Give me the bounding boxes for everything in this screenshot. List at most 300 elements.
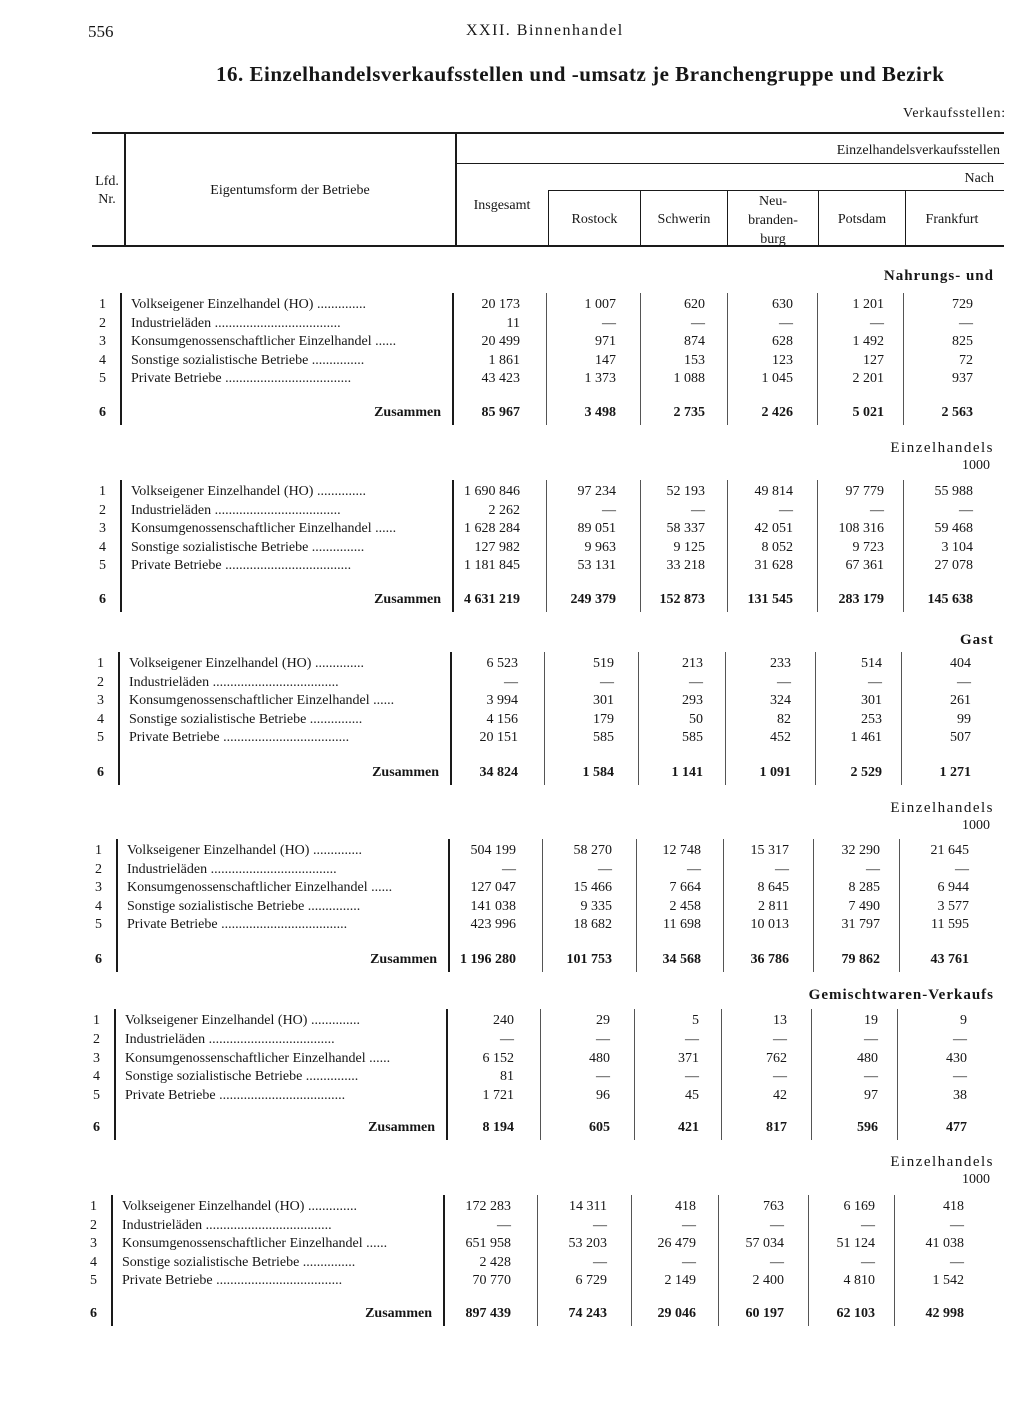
cell-rostock: 971 [595, 334, 616, 349]
row-label: Sonstige sozialistische Betriebe ............... [122, 1255, 356, 1270]
table-row [0, 334, 1024, 353]
total-row [0, 1306, 1024, 1325]
total-insgesamt: 4 631 219 [464, 592, 520, 607]
cell-frankfurt: 41 038 [925, 1236, 964, 1251]
header-nach-rule [549, 190, 1004, 191]
cell-frankfurt: 59 468 [934, 521, 973, 536]
table-row [0, 730, 1024, 749]
cell-potsdam: — [866, 862, 880, 877]
cell-insgesamt: 1 721 [482, 1088, 514, 1103]
cell-frankfurt: 55 988 [934, 484, 973, 499]
table-row [0, 899, 1024, 918]
total-potsdam: 596 [857, 1120, 878, 1135]
cell-neubrandenburg: — [775, 862, 789, 877]
total-label: Zusammen [372, 765, 439, 780]
cell-insgesamt: 2 262 [488, 503, 520, 518]
cell-neubrandenburg: — [779, 316, 793, 331]
table-row [0, 880, 1024, 899]
header-schwerin: Schwerin [657, 212, 711, 227]
cell-neubrandenburg: 15 317 [750, 843, 789, 858]
page-number: 556 [88, 22, 114, 41]
total-frankfurt: 2 563 [941, 405, 973, 420]
cell-rostock: 53 203 [568, 1236, 607, 1251]
table-row [0, 675, 1024, 694]
cell-neubrandenburg: 452 [770, 730, 791, 745]
cell-schwerin: — [685, 1032, 699, 1047]
cell-schwerin: 874 [684, 334, 705, 349]
header-bottom-rule [92, 245, 1004, 247]
cell-insgesamt: 240 [493, 1013, 514, 1028]
total-row [0, 405, 1024, 424]
table-row [0, 843, 1024, 862]
cell-potsdam: — [861, 1255, 875, 1270]
cell-insgesamt: 43 423 [481, 371, 520, 386]
section-heading: Einzelhandels [890, 1154, 994, 1170]
table-row [0, 1051, 1024, 1070]
row-lfd-number: 6 [99, 592, 106, 607]
cell-rostock: 15 466 [573, 880, 612, 895]
total-label: Zusammen [368, 1120, 435, 1135]
total-frankfurt: 1 271 [939, 765, 971, 780]
cell-potsdam: 4 810 [843, 1273, 875, 1288]
total-potsdam: 5 021 [852, 405, 884, 420]
cell-insgesamt: — [500, 1032, 514, 1047]
cell-frankfurt: 261 [950, 693, 971, 708]
total-schwerin: 2 735 [673, 405, 705, 420]
row-lfd-number: 6 [97, 765, 104, 780]
total-row [0, 952, 1024, 971]
cell-frankfurt: — [959, 503, 973, 518]
cell-schwerin: 12 748 [662, 843, 701, 858]
row-lfd-number: 4 [93, 1069, 100, 1084]
row-label: Industrieläden .................................... [127, 862, 337, 877]
row-lfd-number: 2 [90, 1218, 97, 1233]
total-insgesamt: 34 824 [479, 765, 518, 780]
cell-neubrandenburg: 2 400 [752, 1273, 784, 1288]
row-lfd-number: 6 [99, 405, 106, 420]
cell-rostock: 97 234 [577, 484, 616, 499]
row-label: Sonstige sozialistische Betriebe ............... [131, 353, 365, 368]
cell-rostock: 585 [593, 730, 614, 745]
row-label: Konsumgenossenschaftlicher Einzelhandel ...... [125, 1051, 391, 1066]
cell-neubrandenburg: 324 [770, 693, 791, 708]
table-row [0, 693, 1024, 712]
row-label: Konsumgenossenschaftlicher Einzelhandel ...... [129, 693, 395, 708]
row-lfd-number: 1 [90, 1199, 97, 1214]
cell-schwerin: 2 149 [664, 1273, 696, 1288]
total-frankfurt: 43 761 [930, 952, 969, 967]
row-lfd-number: 3 [99, 334, 106, 349]
row-label: Industrieläden .................................... [129, 675, 339, 690]
cell-rostock: 29 [596, 1013, 610, 1028]
cell-insgesamt: 1 690 846 [464, 484, 520, 499]
cell-schwerin: 58 337 [666, 521, 705, 536]
cell-insgesamt: 651 958 [465, 1236, 511, 1251]
cell-frankfurt: 3 577 [937, 899, 969, 914]
cell-rostock: 96 [596, 1088, 610, 1103]
total-rostock: 74 243 [568, 1306, 607, 1321]
cell-potsdam: 1 461 [850, 730, 882, 745]
row-lfd-number: 2 [97, 675, 104, 690]
cell-schwerin: 33 218 [666, 558, 705, 573]
cell-schwerin: — [682, 1255, 696, 1270]
total-neubrandenburg: 36 786 [750, 952, 789, 967]
cell-potsdam: — [864, 1032, 878, 1047]
table-row [0, 521, 1024, 540]
table-row [0, 316, 1024, 335]
cell-frankfurt: 1 542 [932, 1273, 964, 1288]
cell-schwerin: 2 458 [669, 899, 701, 914]
row-label: Sonstige sozialistische Betriebe ............... [127, 899, 361, 914]
header-neubrandenburg-2: branden- [748, 213, 798, 228]
cell-schwerin: 45 [685, 1088, 699, 1103]
cell-potsdam: — [870, 316, 884, 331]
cell-insgesamt: 3 994 [486, 693, 518, 708]
cell-frankfurt: 11 595 [931, 917, 969, 932]
cell-potsdam: 253 [861, 712, 882, 727]
header-group-rule [456, 163, 1004, 164]
header-nach: Nach [964, 171, 994, 186]
cell-insgesamt: 1 861 [488, 353, 520, 368]
header-lfd: Lfd. [95, 174, 119, 189]
total-label: Zusammen [374, 405, 441, 420]
row-lfd-number: 2 [95, 862, 102, 877]
cell-insgesamt: — [502, 862, 516, 877]
table-row [0, 297, 1024, 316]
cell-schwerin: 11 698 [663, 917, 701, 932]
row-lfd-number: 4 [99, 540, 106, 555]
total-rostock: 605 [589, 1120, 610, 1135]
row-lfd-number: 3 [95, 880, 102, 895]
section-heading: Gemischtwaren-Verkaufs [808, 987, 994, 1003]
cell-neubrandenburg: — [779, 503, 793, 518]
total-potsdam: 79 862 [841, 952, 880, 967]
cell-insgesamt: 11 [506, 316, 520, 331]
cell-neubrandenburg: 123 [772, 353, 793, 368]
cell-neubrandenburg: 1 045 [761, 371, 793, 386]
cell-neubrandenburg: 10 013 [750, 917, 789, 932]
row-label: Sonstige sozialistische Betriebe ............... [131, 540, 365, 555]
table-row [0, 371, 1024, 390]
cell-potsdam: 97 [864, 1088, 878, 1103]
header-neubrandenburg-3: burg [760, 232, 786, 247]
cell-rostock: 480 [589, 1051, 610, 1066]
cell-insgesamt: 20 173 [481, 297, 520, 312]
cell-frankfurt: 937 [952, 371, 973, 386]
cell-neubrandenburg: — [770, 1218, 784, 1233]
cell-rostock: 519 [593, 656, 614, 671]
total-insgesamt: 1 196 280 [460, 952, 516, 967]
cell-neubrandenburg: 233 [770, 656, 791, 671]
cell-schwerin: — [685, 1069, 699, 1084]
total-schwerin: 1 141 [671, 765, 703, 780]
section-heading: Einzelhandels [890, 440, 994, 456]
cell-schwerin: 418 [675, 1199, 696, 1214]
cell-rostock: — [600, 675, 614, 690]
row-label: Private Betriebe .................................... [131, 558, 352, 573]
cell-neubrandenburg: 42 051 [754, 521, 793, 536]
table-row [0, 1199, 1024, 1218]
row-lfd-number: 1 [95, 843, 102, 858]
table-row [0, 1032, 1024, 1051]
row-label: Konsumgenossenschaftlicher Einzelhandel ...... [122, 1236, 388, 1251]
cell-schwerin: — [691, 316, 705, 331]
cell-neubrandenburg: — [773, 1032, 787, 1047]
cell-neubrandenburg: 8 052 [761, 540, 793, 555]
cell-potsdam: 51 124 [836, 1236, 875, 1251]
cell-rostock: 6 729 [575, 1273, 607, 1288]
cell-potsdam: 7 490 [848, 899, 880, 914]
row-label: Private Betriebe .................................... [127, 917, 348, 932]
row-label: Private Betriebe .................................... [122, 1273, 343, 1288]
cell-insgesamt: 6 523 [486, 656, 518, 671]
cell-rostock: — [602, 316, 616, 331]
header-frankfurt: Frankfurt [925, 212, 979, 227]
cell-rostock: — [602, 503, 616, 518]
row-label: Konsumgenossenschaftlicher Einzelhandel ...... [127, 880, 393, 895]
total-frankfurt: 477 [946, 1120, 967, 1135]
cell-schwerin: — [691, 503, 705, 518]
cell-neubrandenburg: 82 [777, 712, 791, 727]
cell-rostock: — [596, 1032, 610, 1047]
cell-potsdam: — [864, 1069, 878, 1084]
cell-neubrandenburg: 13 [773, 1013, 787, 1028]
row-label: Volkseigener Einzelhandel (HO) .............. [125, 1013, 360, 1028]
cell-schwerin: — [689, 675, 703, 690]
section-unit: 1000 [962, 818, 990, 833]
total-neubrandenburg: 1 091 [759, 765, 791, 780]
cell-frankfurt: 38 [953, 1088, 967, 1103]
cell-rostock: 1 373 [584, 371, 616, 386]
row-lfd-number: 6 [90, 1306, 97, 1321]
cell-schwerin: 26 479 [657, 1236, 696, 1251]
total-frankfurt: 42 998 [925, 1306, 964, 1321]
cell-frankfurt: — [955, 862, 969, 877]
cell-potsdam: 1 492 [852, 334, 884, 349]
cell-insgesamt: 172 283 [465, 1199, 511, 1214]
row-lfd-number: 3 [97, 693, 104, 708]
table-row [0, 484, 1024, 503]
cell-frankfurt: 21 645 [930, 843, 969, 858]
total-rostock: 1 584 [582, 765, 614, 780]
cell-insgesamt: 1 181 845 [464, 558, 520, 573]
row-lfd-number: 5 [90, 1273, 97, 1288]
row-label: Industrieläden .................................... [125, 1032, 335, 1047]
cell-rostock: 301 [593, 693, 614, 708]
row-label: Konsumgenossenschaftlicher Einzelhandel ...... [131, 334, 397, 349]
row-label: Industrieläden .................................... [131, 316, 341, 331]
total-label: Zusammen [370, 952, 437, 967]
cell-rostock: 53 131 [577, 558, 616, 573]
table-row [0, 656, 1024, 675]
table-row [0, 503, 1024, 522]
total-neubrandenburg: 131 545 [747, 592, 793, 607]
cell-neubrandenburg: 8 645 [757, 880, 789, 895]
cell-frankfurt: 27 078 [934, 558, 973, 573]
total-label: Zusammen [374, 592, 441, 607]
row-lfd-number: 1 [93, 1013, 100, 1028]
cell-potsdam: 19 [864, 1013, 878, 1028]
cell-potsdam: — [861, 1218, 875, 1233]
cell-schwerin: 293 [682, 693, 703, 708]
cell-insgesamt: 6 152 [482, 1051, 514, 1066]
cell-insgesamt: 423 996 [470, 917, 516, 932]
cell-schwerin: 585 [682, 730, 703, 745]
running-head: XXII. Binnenhandel [466, 22, 624, 39]
cell-schwerin: 5 [692, 1013, 699, 1028]
cell-frankfurt: — [953, 1032, 967, 1047]
total-schwerin: 421 [678, 1120, 699, 1135]
cell-insgesamt: 2 428 [479, 1255, 511, 1270]
cell-rostock: — [593, 1218, 607, 1233]
header-eigentumsform: Eigentumsform der Betriebe [210, 183, 370, 198]
cell-schwerin: 52 193 [666, 484, 705, 499]
row-lfd-number: 4 [99, 353, 106, 368]
row-label: Sonstige sozialistische Betriebe ............... [129, 712, 363, 727]
header-rostock: Rostock [571, 212, 618, 227]
table-row [0, 1255, 1024, 1274]
subheading-verkaufsstellen: Verkaufsstellen: [903, 106, 1006, 121]
total-frankfurt: 145 638 [927, 592, 973, 607]
row-label: Industrieläden .................................... [131, 503, 341, 518]
cell-rostock: 58 270 [573, 843, 612, 858]
row-lfd-number: 5 [99, 371, 106, 386]
cell-potsdam: 8 285 [848, 880, 880, 895]
row-lfd-number: 1 [99, 484, 106, 499]
row-lfd-number: 2 [99, 503, 106, 518]
cell-neubrandenburg: 762 [766, 1051, 787, 1066]
row-lfd-number: 3 [99, 521, 106, 536]
cell-potsdam: — [870, 503, 884, 518]
total-label: Zusammen [365, 1306, 432, 1321]
cell-potsdam: 67 361 [845, 558, 884, 573]
header-group: Einzelhandelsverkaufsstellen [836, 143, 1000, 158]
total-neubrandenburg: 817 [766, 1120, 787, 1135]
cell-neubrandenburg: — [770, 1255, 784, 1270]
cell-potsdam: 1 201 [852, 297, 884, 312]
total-rostock: 101 753 [566, 952, 612, 967]
total-row [0, 1120, 1024, 1139]
table-row [0, 1013, 1024, 1032]
cell-rostock: 9 963 [584, 540, 616, 555]
cell-frankfurt: — [957, 675, 971, 690]
row-label: Private Betriebe .................................... [125, 1088, 346, 1103]
row-label: Sonstige sozialistische Betriebe ............... [125, 1069, 359, 1084]
cell-potsdam: 9 723 [852, 540, 884, 555]
table-row [0, 1069, 1024, 1088]
total-rostock: 249 379 [570, 592, 616, 607]
table-row [0, 712, 1024, 731]
cell-neubrandenburg: — [777, 675, 791, 690]
cell-insgesamt: — [497, 1218, 511, 1233]
cell-frankfurt: 99 [957, 712, 971, 727]
cell-neubrandenburg: 628 [772, 334, 793, 349]
cell-rostock: 147 [595, 353, 616, 368]
row-label: Volkseigener Einzelhandel (HO) .............. [127, 843, 362, 858]
header-neubrandenburg-1: Neu- [759, 194, 787, 209]
cell-neubrandenburg: 630 [772, 297, 793, 312]
section-heading: Gast [960, 632, 994, 648]
cell-neubrandenburg: 763 [763, 1199, 784, 1214]
cell-rostock: 18 682 [573, 917, 612, 932]
row-lfd-number: 4 [90, 1255, 97, 1270]
cell-neubrandenburg: 42 [773, 1088, 787, 1103]
cell-potsdam: 301 [861, 693, 882, 708]
cell-rostock: 9 335 [580, 899, 612, 914]
cell-neubrandenburg: 31 628 [754, 558, 793, 573]
cell-schwerin: 153 [684, 353, 705, 368]
cell-frankfurt: 6 944 [937, 880, 969, 895]
cell-frankfurt: — [950, 1255, 964, 1270]
cell-rostock: 89 051 [577, 521, 616, 536]
cell-rostock: — [596, 1069, 610, 1084]
cell-neubrandenburg: 2 811 [758, 899, 789, 914]
row-label: Volkseigener Einzelhandel (HO) .............. [129, 656, 364, 671]
cell-schwerin: 50 [689, 712, 703, 727]
cell-schwerin: 371 [678, 1051, 699, 1066]
cell-frankfurt: 72 [959, 353, 973, 368]
cell-rostock: 1 007 [584, 297, 616, 312]
total-schwerin: 34 568 [662, 952, 701, 967]
cell-rostock: 179 [593, 712, 614, 727]
cell-frankfurt: 825 [952, 334, 973, 349]
row-label: Volkseigener Einzelhandel (HO) .............. [131, 297, 366, 312]
row-lfd-number: 6 [95, 952, 102, 967]
total-insgesamt: 897 439 [465, 1306, 511, 1321]
total-neubrandenburg: 2 426 [761, 405, 793, 420]
cell-potsdam: 32 290 [841, 843, 880, 858]
table-row [0, 1088, 1024, 1107]
cell-schwerin: 9 125 [673, 540, 705, 555]
total-rostock: 3 498 [584, 405, 616, 420]
cell-frankfurt: — [950, 1218, 964, 1233]
cell-potsdam: 108 316 [838, 521, 884, 536]
row-lfd-number: 2 [93, 1032, 100, 1047]
cell-potsdam: — [868, 675, 882, 690]
total-neubrandenburg: 60 197 [745, 1306, 784, 1321]
row-label: Volkseigener Einzelhandel (HO) .............. [131, 484, 366, 499]
cell-schwerin: 213 [682, 656, 703, 671]
cell-frankfurt: — [959, 316, 973, 331]
section-heading: Nahrungs- und [883, 268, 994, 284]
table-row [0, 917, 1024, 936]
header-nr: Nr. [98, 192, 116, 207]
row-label: Private Betriebe .................................... [131, 371, 352, 386]
cell-rostock: 14 311 [569, 1199, 607, 1214]
cell-potsdam: 31 797 [841, 917, 880, 932]
row-lfd-number: 5 [97, 730, 104, 745]
row-lfd-number: 4 [97, 712, 104, 727]
section-unit: 1000 [962, 458, 990, 473]
row-label: Private Betriebe .................................... [129, 730, 350, 745]
cell-insgesamt: 504 199 [470, 843, 516, 858]
cell-insgesamt: 1 628 284 [464, 521, 520, 536]
row-lfd-number: 2 [99, 316, 106, 331]
cell-schwerin: — [687, 862, 701, 877]
row-lfd-number: 1 [97, 656, 104, 671]
cell-potsdam: 514 [861, 656, 882, 671]
row-lfd-number: 3 [90, 1236, 97, 1251]
cell-frankfurt: 3 104 [941, 540, 973, 555]
cell-schwerin: — [682, 1218, 696, 1233]
section-heading: Einzelhandels [890, 800, 994, 816]
cell-frankfurt: 430 [946, 1051, 967, 1066]
cell-neubrandenburg: 57 034 [745, 1236, 784, 1251]
cell-schwerin: 1 088 [673, 371, 705, 386]
total-schwerin: 152 873 [659, 592, 705, 607]
section-unit: 1000 [962, 1172, 990, 1187]
cell-insgesamt: 20 151 [479, 730, 518, 745]
